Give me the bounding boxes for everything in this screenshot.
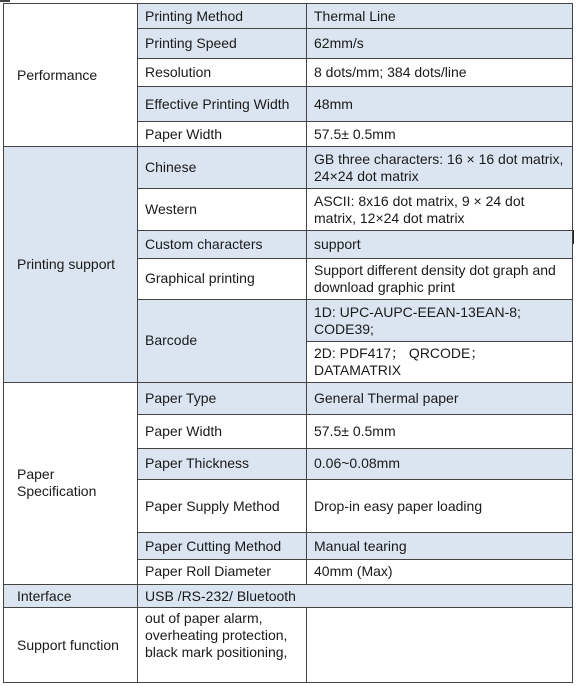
row-label: Resolution (138, 58, 307, 86)
row-value: 1D: UPC-AUPC-EEAN-13EAN-8; CODE39; (307, 300, 573, 342)
row-value: 62mm/s (307, 29, 573, 58)
row-label: Printing Speed (138, 29, 307, 58)
category-printing-support: Printing support (4, 147, 138, 382)
row-value: 0.06~0.08mm (307, 448, 573, 479)
row-label: Barcode (138, 300, 307, 383)
row-label: Paper Cutting Method (138, 533, 307, 559)
row-value: Manual tearing (307, 533, 573, 559)
row-label: Paper Supply Method (138, 479, 307, 533)
row-label: Custom characters (138, 231, 307, 258)
row-value: GB three characters: 16 × 16 dot matrix, 24×24 dot matrix (307, 147, 573, 188)
row-label: Paper Roll Diameter (138, 559, 307, 584)
table-row (4, 147, 573, 188)
row-value: General Thermal paper (307, 382, 573, 414)
row-label: Graphical printing (138, 258, 307, 299)
row-value: support (307, 231, 573, 258)
row-label: Paper Type (138, 382, 307, 414)
category-paper-specification: Paper Specification (4, 382, 138, 584)
row-value: 40mm (Max) (307, 559, 573, 584)
row-label: Chinese (138, 147, 307, 188)
row-value: Drop-in easy paper loading (307, 479, 573, 533)
row-value: Support different density dot graph and download graphic print (307, 258, 573, 299)
table-row (4, 4, 573, 29)
support-function-value: out of paper alarm, overheating protection, black mark positioning, (138, 608, 307, 683)
category-performance: Performance (4, 4, 138, 147)
row-value: 8 dots/mm; 384 dots/line (307, 58, 573, 86)
row-value: 57.5± 0.5mm (307, 122, 573, 147)
category-support-function: Support function (4, 608, 138, 683)
row-label: Paper Width (138, 415, 307, 448)
category-interface: Interface (4, 584, 138, 607)
support-function-empty (307, 608, 573, 683)
table-row (4, 382, 573, 414)
interface-value: USB /RS-232/ Bluetooth (138, 584, 573, 607)
table-top-fragment (0, 0, 10, 2)
row-value: 57.5± 0.5mm (307, 415, 573, 448)
row-value: ASCII: 8x16 dot matrix, 9 × 24 dot matrix, 12×24 dot matrix (307, 188, 573, 230)
table-row (4, 584, 573, 607)
row-value: 48mm (307, 86, 573, 121)
spec-table (3, 3, 573, 683)
table-row (4, 608, 573, 683)
row-label: Paper Width (138, 122, 307, 147)
row-label: Paper Thickness (138, 448, 307, 479)
row-value: 2D: PDF417； QRCODE； DATAMATRIX (307, 342, 573, 382)
row-value: Thermal Line (307, 4, 573, 29)
row-label: Printing Method (138, 4, 307, 29)
row-label: Western (138, 188, 307, 230)
row-label: Effective Printing Width (138, 86, 307, 121)
